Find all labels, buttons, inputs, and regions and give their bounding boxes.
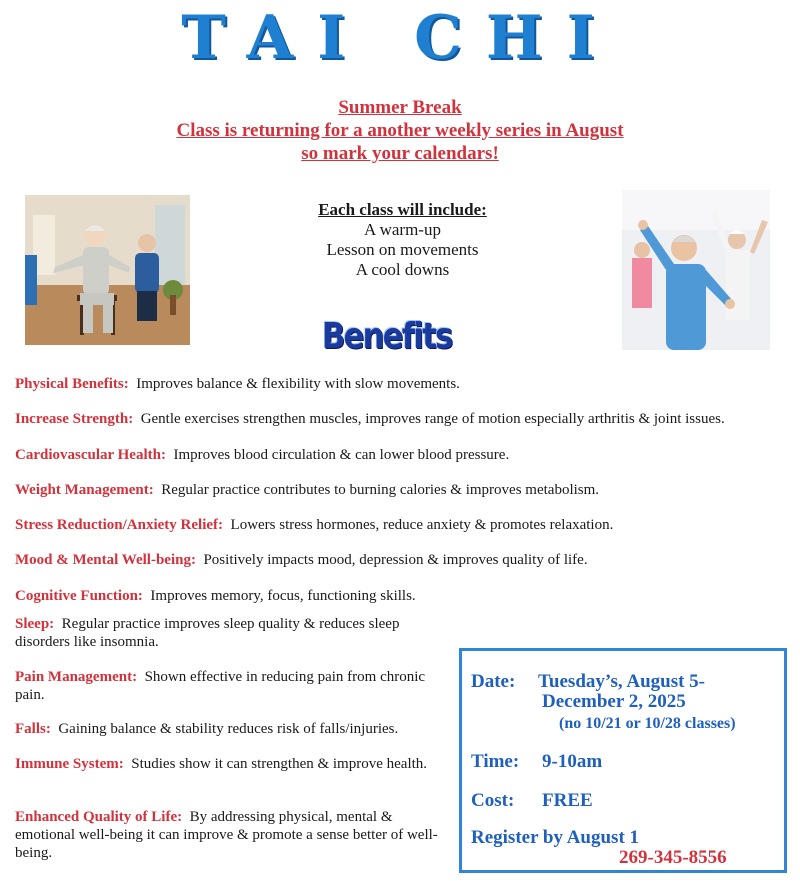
benefit-item (15, 587, 795, 605)
includes-item: Lesson on movements (326, 240, 479, 259)
benefit-item (15, 615, 455, 651)
cost-value: FREE (542, 790, 593, 811)
benefit-item (15, 551, 795, 569)
benefit-text: Improves memory, focus, functioning skills. (150, 588, 416, 604)
benefits-heading: Benefits (322, 316, 452, 357)
benefit-item (15, 446, 795, 464)
announcement-line-2: Class is returning for a another weekly series in August (176, 120, 624, 141)
benefit-item (15, 516, 795, 534)
benefit-text: Studies show it can strengthen & improve health. (131, 756, 428, 772)
benefit-text: Gaining balance & stability reduces risk of falls/injuries. (58, 721, 399, 737)
benefit-text: Gentle exercises strengthen muscles, improves range of motion especially arthritis & joint issues. (140, 411, 725, 427)
cost-label: Cost: (471, 790, 515, 811)
register-deadline: Register by August 1 (471, 827, 640, 848)
benefit-item (15, 481, 795, 499)
announcement-line-1: Summer Break (338, 97, 462, 118)
benefit-item (15, 410, 795, 428)
time-value: 9-10am (542, 751, 603, 772)
benefit-label: Physical Benefits: (15, 376, 129, 392)
benefit-text: Regular practice contributes to burning calories & improves metabolism. (161, 482, 600, 498)
benefit-text: Improves balance & flexibility with slow movements. (136, 376, 460, 392)
benefit-label: Increase Strength: (15, 411, 134, 427)
benefit-item (15, 668, 455, 704)
benefit-label: Mood & Mental Well-being: (15, 552, 196, 568)
benefit-item (15, 808, 455, 862)
benefit-item (15, 755, 455, 773)
time-label: Time: (471, 751, 520, 772)
class-includes-block (270, 200, 535, 280)
benefit-text: Lowers stress hormones, reduce anxiety & promotes relaxation. (230, 517, 614, 533)
benefit-text: Regular practice improves sleep quality & reduces sleep disorders like insomnia. (15, 616, 400, 650)
includes-item: A cool downs (355, 260, 450, 279)
benefit-label: Cognitive Function: (15, 588, 143, 604)
announcement-line-3: so mark your calendars! (301, 143, 499, 164)
flyer-title: TAI CHI (181, 3, 619, 73)
benefit-text: Improves blood circulation & can lower blood pressure. (173, 447, 510, 463)
includes-item: A warm-up (364, 220, 441, 239)
benefit-label: Enhanced Quality of Life: (15, 809, 183, 825)
registration-info-box (459, 648, 787, 873)
phone-number: 269-345-8556 (619, 847, 727, 868)
benefit-label: Stress Reduction/Anxiety Relief: (15, 517, 224, 533)
benefit-label: Falls: (15, 721, 51, 737)
benefit-text: Positively impacts mood, depression & improves quality of life. (203, 552, 588, 568)
benefit-label: Pain Management: (15, 669, 138, 685)
date-range-line-1: Tuesday’s, August 5- (538, 671, 706, 692)
date-label: Date: (471, 671, 516, 692)
benefit-text: By addressing physical, mental & emotional well-being it can improve & promote a sense better of well-being. (15, 809, 438, 861)
seniors-tai-chi-photo-left (25, 195, 190, 345)
benefit-item (15, 375, 795, 393)
benefit-label: Immune System: (15, 756, 124, 772)
benefit-label: Sleep: (15, 616, 55, 632)
group-tai-chi-photo-right (622, 190, 770, 350)
benefit-item (15, 720, 455, 738)
includes-heading: Each class will include: (318, 200, 487, 219)
benefit-text: Shown effective in reducing pain from chronic pain. (15, 669, 426, 703)
date-exclusions-note: (no 10/21 or 10/28 classes) (559, 715, 736, 732)
benefit-label: Weight Management: (15, 482, 154, 498)
benefit-label: Cardiovascular Health: (15, 447, 166, 463)
date-range-line-2: December 2, 2025 (542, 691, 686, 712)
